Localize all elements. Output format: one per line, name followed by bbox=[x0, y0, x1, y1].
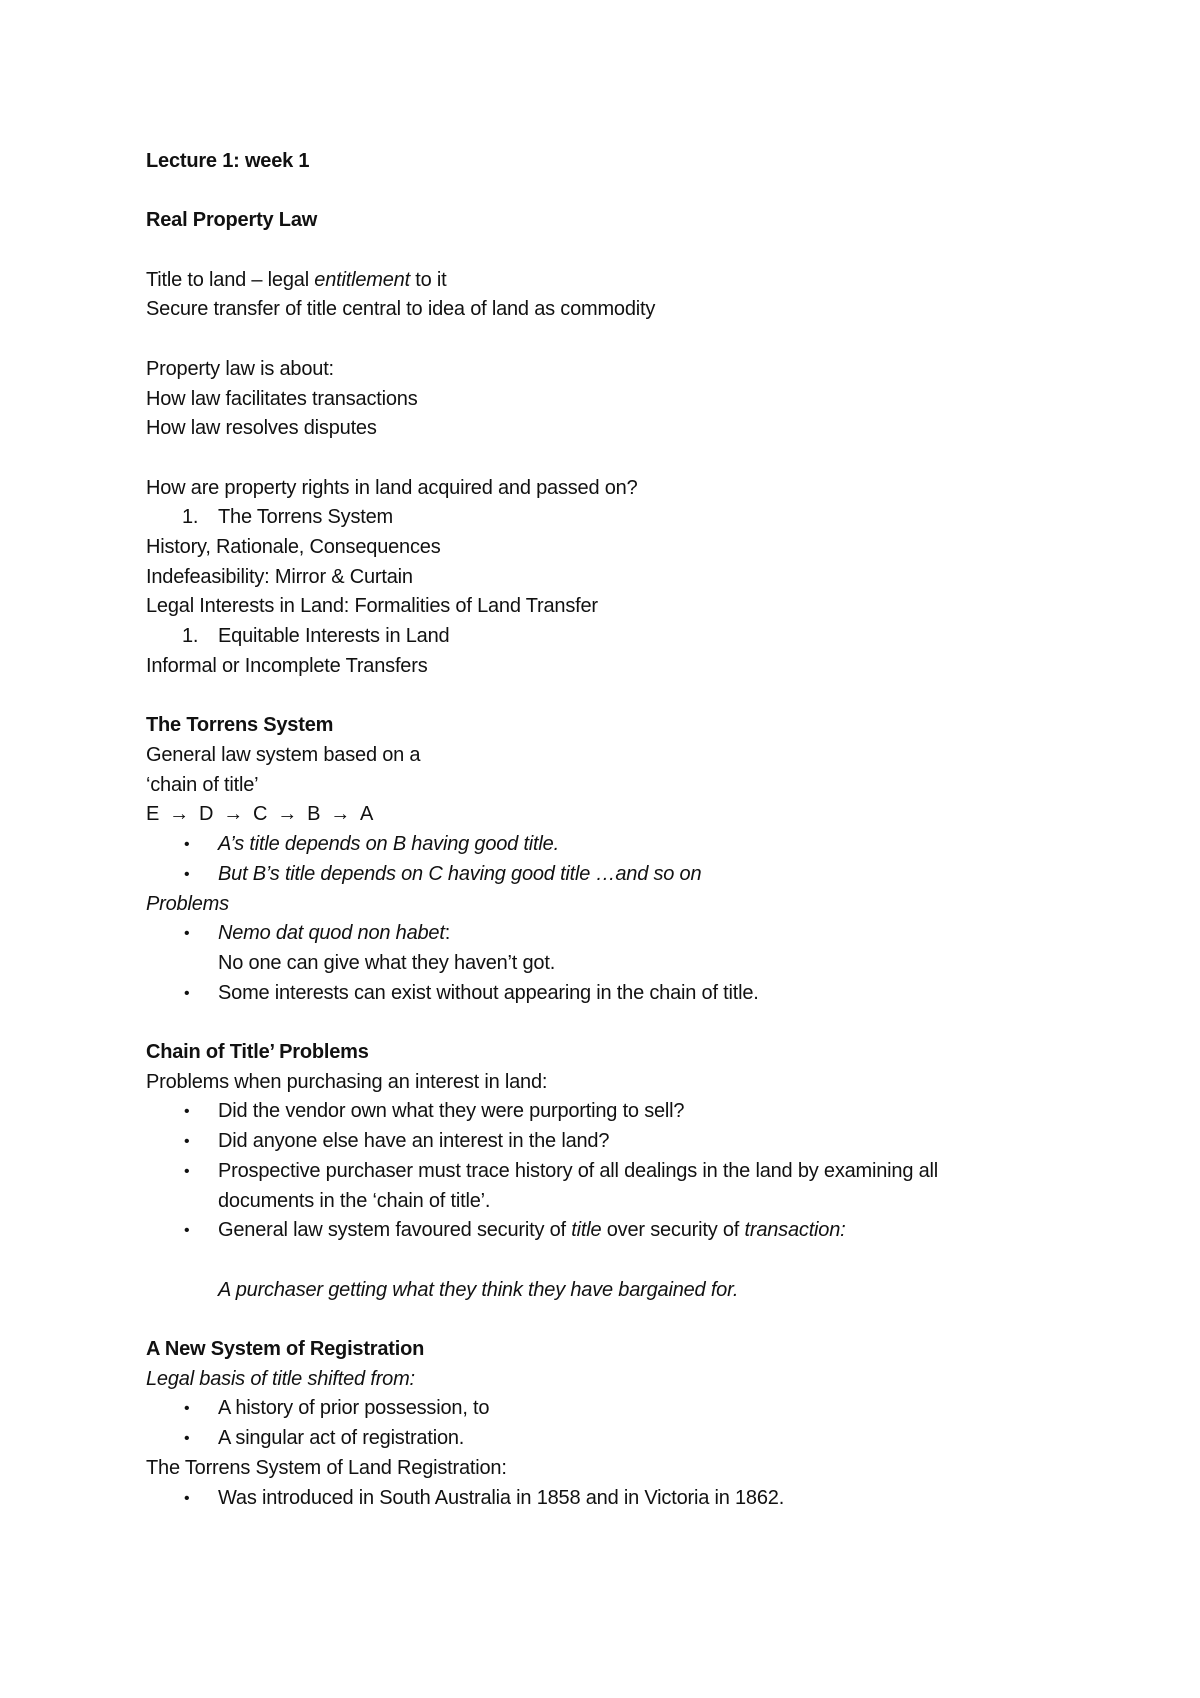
registration-intro: Legal basis of title shifted from: bbox=[146, 1367, 415, 1390]
bullet-icon: • bbox=[184, 1430, 190, 1448]
bullet-item: • Some interests can exist without appearing in the chain of title. bbox=[146, 979, 1086, 1009]
arrow-right-icon: → bbox=[277, 803, 298, 826]
arrow-right-icon: → bbox=[223, 803, 244, 826]
bullet-icon: • bbox=[184, 1133, 190, 1151]
bullet-item: • General law system favoured security of title over security of transaction: bbox=[146, 1216, 1086, 1246]
bullet-icon: • bbox=[184, 925, 190, 943]
problems-label: Problems bbox=[146, 892, 229, 915]
bullet-item: • A singular act of registration. bbox=[146, 1424, 1086, 1454]
bullet-item: • But B’s title depends on C having good title …and so on bbox=[146, 860, 1086, 890]
arrow-right-icon: → bbox=[169, 803, 189, 826]
purchaser-quote: A purchaser getting what they think they have bargained for. bbox=[218, 1278, 739, 1301]
outline-item: History, Rationale, Consequences bbox=[146, 536, 441, 559]
about-item: How law resolves disputes bbox=[146, 417, 377, 440]
outline-numbered-item: 1. The Torrens System bbox=[182, 506, 393, 529]
torrens-registration-line: The Torrens System of Land Registration: bbox=[146, 1456, 507, 1479]
bullet-item: • Did the vendor own what they were purporting to sell? bbox=[146, 1097, 1086, 1127]
chain-of-title-sequence: E → D → C → B → A bbox=[146, 800, 1086, 830]
chain-problems-heading: Chain of Title’ Problems bbox=[146, 1041, 369, 1063]
torrens-line: ‘chain of title’ bbox=[146, 773, 259, 796]
question-line: How are property rights in land acquired and passed on? bbox=[146, 476, 638, 499]
outline-item: Indefeasibility: Mirror & Curtain bbox=[146, 565, 413, 588]
document-page bbox=[146, 147, 1086, 1513]
bullet-icon: • bbox=[184, 1103, 190, 1121]
bullet-item: • A history of prior possession, to bbox=[146, 1394, 1086, 1424]
bullet-icon: • bbox=[184, 1222, 190, 1240]
torrens-line: General law system based on a bbox=[146, 743, 421, 766]
chain-problems-intro: Problems when purchasing an interest in land: bbox=[146, 1070, 548, 1093]
title-definition: Title to land – legal entitlement to it bbox=[146, 268, 447, 291]
bullet-icon: • bbox=[184, 865, 190, 883]
outline-numbered-item: 1. Equitable Interests in Land bbox=[182, 625, 450, 648]
lecture-heading: Lecture 1: week 1 bbox=[146, 150, 310, 172]
subject-heading: Real Property Law bbox=[146, 209, 318, 232]
torrens-heading: The Torrens System bbox=[146, 714, 334, 737]
outline-item: Informal or Incomplete Transfers bbox=[146, 654, 428, 677]
bullet-icon: • bbox=[184, 984, 190, 1002]
bullet-item: • Prospective purchaser must trace history of all dealings in the land by examining all bbox=[146, 1157, 1086, 1187]
bullet-continuation: No one can give what they haven’t got. bbox=[218, 951, 556, 974]
bullet-icon: • bbox=[184, 1400, 190, 1418]
about-item: How law facilitates transactions bbox=[146, 387, 418, 410]
about-intro: Property law is about: bbox=[146, 357, 334, 380]
registration-heading: A New System of Registration bbox=[146, 1338, 425, 1360]
bullet-icon: • bbox=[184, 1489, 190, 1507]
bullet-icon: • bbox=[184, 836, 190, 854]
bullet-item: • Did anyone else have an interest in the land? bbox=[146, 1127, 1086, 1157]
bullet-icon: • bbox=[184, 1162, 190, 1180]
outline-item: Legal Interests in Land: Formalities of Land Transfer bbox=[146, 595, 598, 618]
bullet-continuation: documents in the ‘chain of title’. bbox=[218, 1189, 491, 1212]
bullet-item: • Was introduced in South Australia in 1858 and in Victoria in 1862. bbox=[146, 1484, 1086, 1514]
secure-transfer-line: Secure transfer of title central to idea of land as commodity bbox=[146, 298, 656, 321]
bullet-item: • A’s title depends on B having good title. bbox=[146, 830, 1086, 860]
arrow-right-icon: → bbox=[330, 803, 351, 826]
bullet-item: • Nemo dat quod non habet: bbox=[146, 919, 1086, 949]
